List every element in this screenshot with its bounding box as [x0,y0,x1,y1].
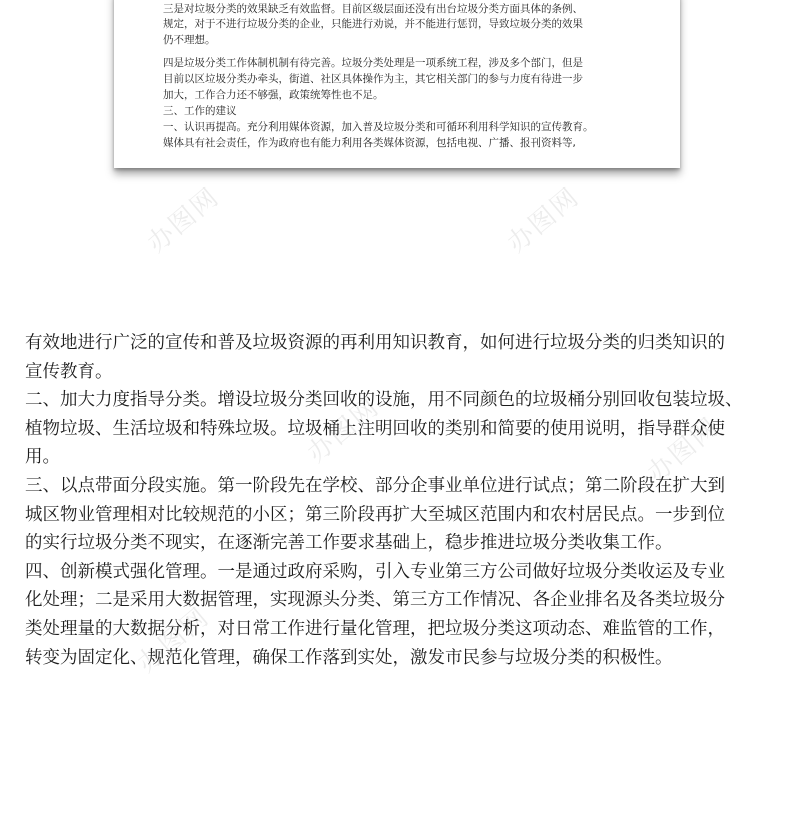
body-line: 宣传教育。 [25,361,113,382]
body-line: 的实行垃圾分类不现实，在逐渐完善工作要求基础上，稳步推进垃圾分类收集工作。 [25,533,673,554]
preview-line: 一、认识再提高。充分利用媒体资源，加入普及垃圾分类和可循环利用科学知识的宣传教育。 [163,121,594,133]
body-line: 化处理；二是采用大数据管理，实现源头分类、第三方工作情况、各企业排名及各类垃圾分 [25,590,725,611]
preview-line: 三、工作的建议 [163,105,237,117]
watermark-text: 办图网 [501,181,586,259]
watermark-text: 办图网 [301,391,386,469]
watermark-text: 办图网 [141,181,226,259]
preview-line: 仍不理想。 [163,34,216,46]
preview-line: 三是对垃圾分类的效果缺乏有效监督。目前区级层面还没有出台垃圾分类方面具体的条例、 [163,3,583,15]
body-line: 城区物业管理相对比较规范的小区；第三阶段再扩大至城区范围内和农村居民点。一步到位 [25,504,725,525]
body-line: 类处理量的大数据分析，对日常工作进行量化管理，把垃圾分类这项动态、难监管的工作， [25,618,725,639]
preview-line: 规定，对于不进行垃圾分类的企业，只能进行劝说，并不能进行惩罚，导致垃圾分类的效果 [163,18,583,30]
preview-line: 四是垃圾分类工作体制机制有待完善。垃圾分类处理是一项系统工程，涉及多个部门，但是 [163,57,583,69]
body-line: 有效地进行广泛的宣传和普及垃圾资源的再利用知识教育，如何进行垃圾分类的归类知识的 [25,333,725,353]
body-line: 四、创新模式强化管理。一是通过政府采购，引入专业第三方公司做好垃圾分类收运及专业 [25,561,725,582]
watermark-text: 办图网 [131,601,216,679]
preview-line: 媒体具有社会责任，作为政府也有能力利用各类媒体资源，包括电视、广播、报刊资料等, [163,137,576,149]
body-line: 三、以点带面分段实施。第一阶段先在学校、部分企事业单位进行试点；第二阶段在扩大到 [25,475,725,496]
watermark-text: 办图网 [641,411,726,489]
document-body-text [25,329,785,672]
preview-line: 目前以区垃圾分类办牵头，街道、社区具体操作为主，其它相关部门的参与力度有待进一步 [163,73,583,85]
document-page-thumbnail [114,0,680,168]
body-line: 植物垃圾、生活垃圾和特殊垃圾。垃圾桶上注明回收的类别和简要的使用说明，指导群众使 [25,418,725,439]
body-line: 二、加大力度指导分类。增设垃圾分类回收的设施，用不同颜色的垃圾桶分别回收包装垃圾、 [25,390,743,411]
body-line: 用。 [25,447,60,468]
document-preview-area [0,0,800,210]
body-line: 转变为固定化、规范化管理，确保工作落到实处，激发市民参与垃圾分类的积极性。 [25,647,673,668]
preview-line: 加大，工作合力还不够强，政策统筹性也不足。 [163,89,384,101]
